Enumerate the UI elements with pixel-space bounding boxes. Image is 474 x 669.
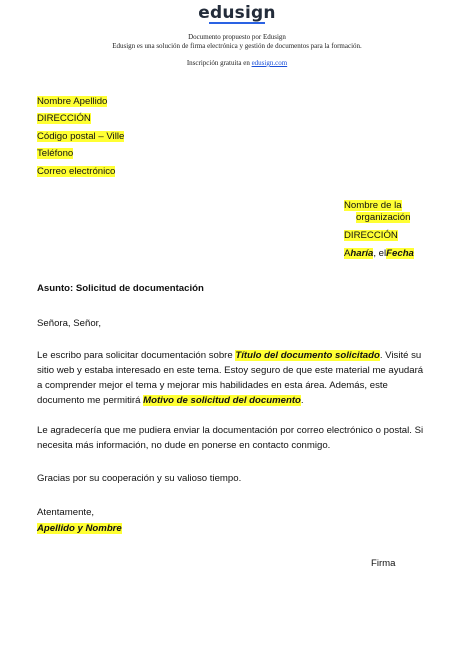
signup-prefix: Inscripción gratuita en xyxy=(186,59,252,67)
thanks-line: Gracias por su cooperación y su valioso tiempo. xyxy=(37,473,242,484)
subject-line: Asunto: Solicitud de documentación xyxy=(37,283,204,294)
recipient-org-text-1: Nombre de la xyxy=(344,200,402,211)
signature-label: Firma xyxy=(371,558,396,569)
date-separator: , el xyxy=(373,248,387,259)
recipient-org-line-1 xyxy=(344,200,402,212)
sender-address-text: DIRECCIÓN xyxy=(37,113,91,124)
document-title-placeholder: Título del documento solicitado xyxy=(235,350,380,361)
header-line-2: Edusign es una solución de firma electrónica y gestión de documentos para la formación. xyxy=(112,42,362,50)
body1-line-3: a comprender mejor el tema y mejorar mis habilidades en esta área. Además, este xyxy=(37,380,388,391)
sender-email xyxy=(37,166,115,178)
signer-name xyxy=(37,521,439,536)
request-reason-placeholder: Motivo de solicitud del documento xyxy=(143,395,301,406)
sender-name-text: Nombre Apellido xyxy=(37,96,108,107)
closing-line: Atentamente, xyxy=(37,507,95,518)
sender-email-text: Correo electrónico xyxy=(37,166,116,177)
body1-line-2: sitio web y estaba interesado en este tema. Estoy seguro de que este material me ayudará xyxy=(37,365,424,376)
sender-postal-text: Código postal – Ville xyxy=(37,131,125,142)
recipient-address-text: DIRECCIÓN xyxy=(344,230,398,241)
body1-line4-after: . xyxy=(300,395,304,406)
body2-line-1: Le agradecería que me pudiera enviar la documentación por correo electrónico o postal. Si xyxy=(37,425,424,436)
recipient-org-text-2: organización xyxy=(356,212,411,223)
edusign-logo[interactable] xyxy=(0,3,474,24)
sender-name xyxy=(37,96,107,108)
sender-postal xyxy=(37,131,124,143)
body1-line-4 xyxy=(37,393,439,408)
greeting: Señora, Señor, xyxy=(37,318,102,329)
signer-name-text: Apellido y Nombre xyxy=(37,523,122,534)
recipient-org-line-2 xyxy=(356,212,410,224)
body2-line-2: necesita más información, no dude en ponerse en contacto conmigo. xyxy=(37,440,331,451)
date-value: Fecha xyxy=(386,248,414,259)
body1-line-1 xyxy=(37,348,439,363)
header-line-3 xyxy=(0,59,474,67)
recipient-address xyxy=(344,230,398,242)
sender-address xyxy=(37,113,91,125)
date-place: haría xyxy=(350,248,374,259)
header-line-1: Documento propuesto por Edusign xyxy=(188,33,286,41)
body1-text-after: . Visité su xyxy=(379,350,422,361)
place-date-line xyxy=(344,248,414,260)
body1-text: Le escribo para solicitar documentación sobre xyxy=(37,350,236,361)
edusign-link[interactable]: edusign.com xyxy=(251,59,288,67)
body1-line4-prefix: documento me permitirá xyxy=(37,395,144,406)
sender-phone-text: Teléfono xyxy=(37,148,74,159)
sender-phone xyxy=(37,148,73,160)
date-prefix: A xyxy=(344,248,351,259)
body-paragraph-2 xyxy=(37,423,439,453)
logo-text: edusign xyxy=(198,3,276,23)
body-paragraph-1 xyxy=(37,348,439,408)
